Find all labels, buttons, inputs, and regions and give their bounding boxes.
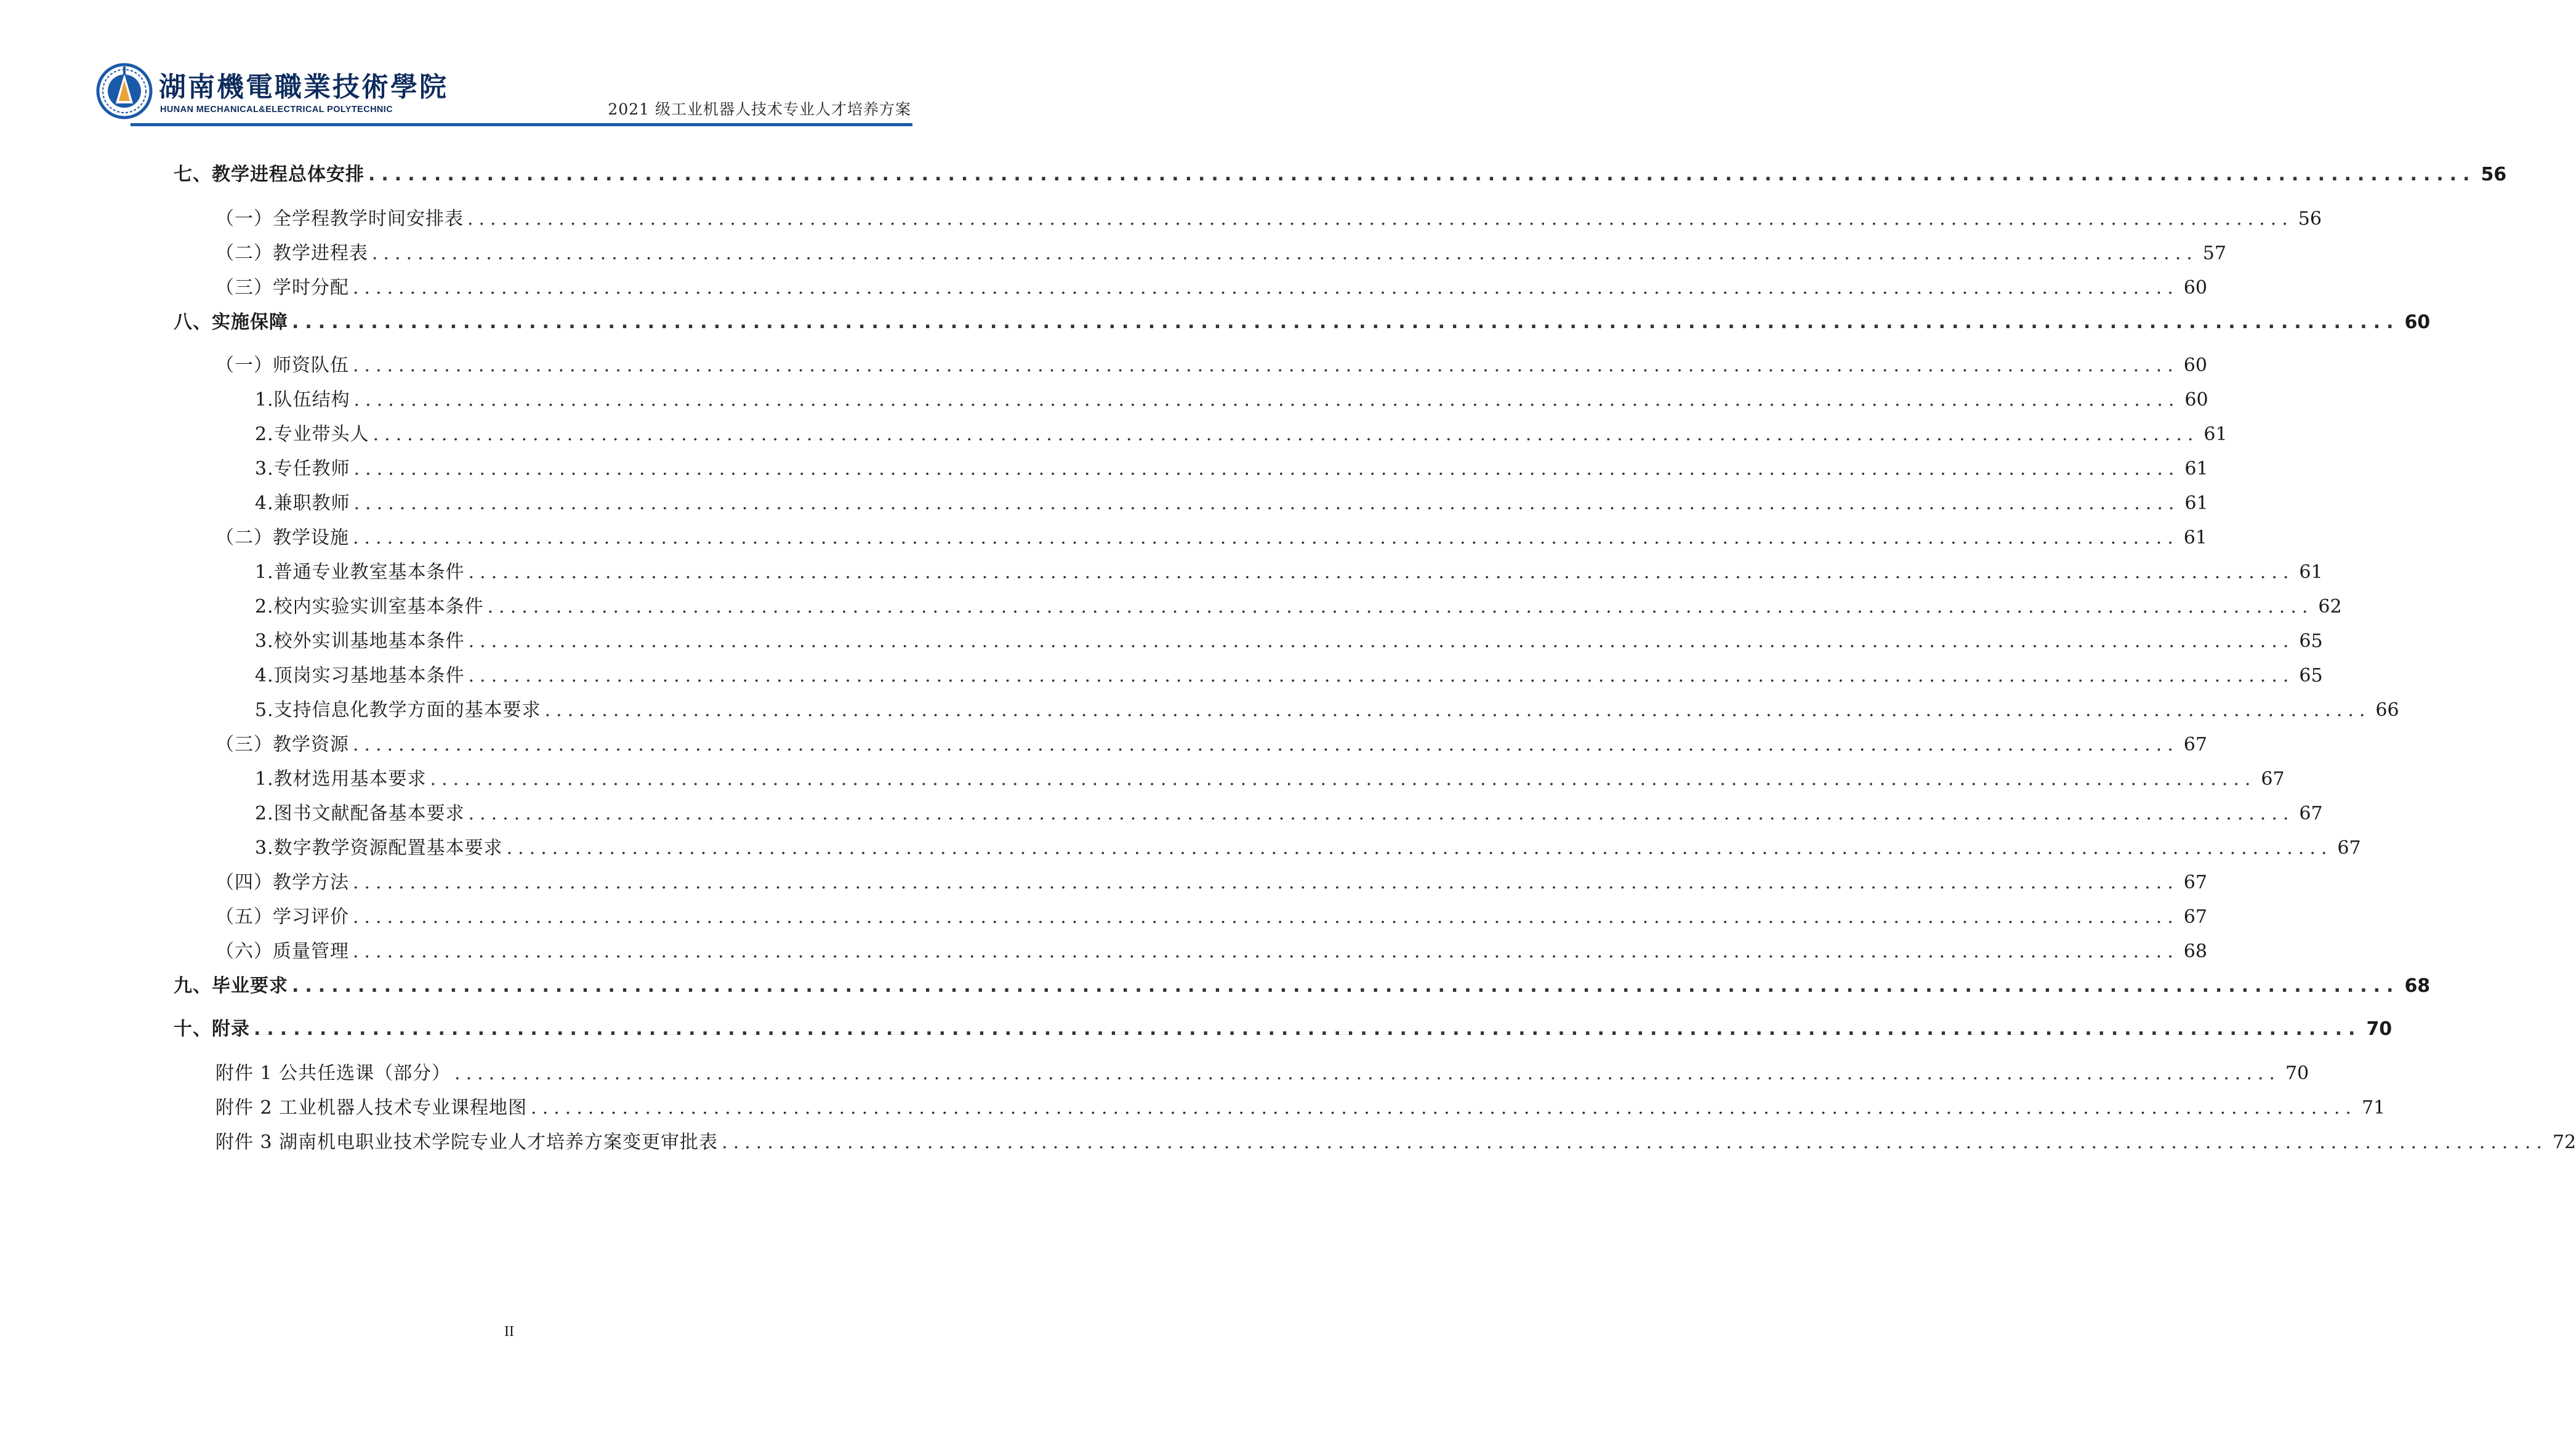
toc-entry[interactable] — [215, 1096, 2386, 1120]
toc-entry[interactable] — [215, 733, 2207, 757]
toc-entry-label: （二）教学进程表 — [215, 243, 368, 264]
school-name-cn: 湖南機電職業技術學院 — [159, 71, 448, 103]
toc-entry-page: 71 — [2361, 1097, 2386, 1119]
toc-entry-label: （一）全学程教学时间安排表 — [215, 208, 464, 230]
toc-entry-page: 70 — [2285, 1063, 2309, 1084]
toc-entry-label: 5.支持信息化教学方面的基本要求 — [255, 699, 541, 721]
toc-entry-label: 八、实施保障 — [174, 312, 288, 333]
toc-entry[interactable] — [174, 974, 2431, 999]
toc-leader: ................................................................................................................................................................ — [353, 355, 2179, 376]
toc-leader: ................................................................................................................................................................ — [487, 596, 2314, 617]
toc-leader: ................................................................................................................................................................ — [467, 208, 2293, 230]
toc-entry-page: 60 — [2184, 389, 2208, 411]
toc-entry-page: 60 — [2183, 277, 2207, 299]
toc-entry-label: 4.兼职教师 — [255, 493, 350, 514]
toc-entry-page: 60 — [2404, 312, 2431, 333]
toc-entry[interactable] — [255, 457, 2208, 481]
toc-entry-page: 67 — [2183, 906, 2207, 928]
toc-entry[interactable] — [215, 276, 2207, 300]
toc-entry-page: 68 — [2183, 941, 2207, 962]
toc-entry[interactable] — [215, 353, 2207, 378]
toc-entry-label: 3.数字教学资源配置基本要求 — [255, 837, 503, 859]
toc-entry[interactable] — [255, 560, 2323, 585]
toc-entry-label: 2.图书文献配备基本要求 — [255, 803, 465, 824]
school-name-en: HUNAN MECHANICAL&ELECTRICAL POLYTECHNIC — [160, 105, 393, 115]
toc-leader: ................................................................................................................................................................ — [468, 803, 2295, 824]
toc-entry[interactable] — [215, 1130, 2576, 1155]
toc-entry[interactable] — [174, 1017, 2393, 1042]
toc-entry[interactable] — [215, 939, 2207, 964]
toc-entry-label: 十、附录 — [174, 1018, 250, 1040]
toc-entry[interactable] — [215, 905, 2207, 930]
toc-leader: ................................................................................................................................................................ — [254, 1018, 2362, 1040]
toc-entry-label: 附件 3 湖南机电职业技术学院专业人才培养方案变更审批表 — [215, 1132, 718, 1153]
toc-leader: ................................................................................................................................................................ — [353, 872, 2179, 893]
toc-entry-page: 70 — [2366, 1018, 2393, 1040]
toc-leader: ................................................................................................................................................................ — [722, 1132, 2548, 1153]
toc-leader: ................................................................................................................................................................ — [544, 699, 2371, 721]
toc-entry-page: 67 — [2337, 837, 2361, 859]
toc-leader: ................................................................................................................................................................ — [353, 527, 2179, 549]
toc-leader: ................................................................................................................................................................ — [292, 975, 2400, 997]
toc-entry-label: （一）师资队伍 — [215, 355, 349, 376]
toc-entry[interactable] — [215, 1061, 2309, 1086]
toc-entry-page: 61 — [2184, 458, 2208, 480]
toc-entry-label: 1.教材选用基本要求 — [255, 768, 427, 790]
toc-leader: ................................................................................................................................................................ — [468, 561, 2295, 583]
toc-entry-label: 七、教学进程总体安排 — [174, 164, 364, 185]
toc-entry[interactable] — [215, 871, 2207, 895]
toc-entry-page: 60 — [2183, 355, 2207, 376]
toc-entry-label: （五）学习评价 — [215, 906, 349, 928]
toc-leader: ................................................................................................................................................................ — [353, 277, 2179, 299]
toc-entry[interactable] — [255, 767, 2285, 792]
toc-leader: ................................................................................................................................................................ — [353, 906, 2179, 928]
toc-entry-page: 67 — [2261, 768, 2285, 790]
toc-leader: ................................................................................................................................................................ — [368, 164, 2476, 185]
toc-leader: ................................................................................................................................................................ — [372, 243, 2198, 264]
toc-entry-page: 67 — [2183, 734, 2207, 755]
toc-leader: ................................................................................................................................................................ — [531, 1097, 2357, 1119]
toc-leader: ................................................................................................................................................................ — [353, 734, 2179, 755]
toc-entry-label: （四）教学方法 — [215, 872, 349, 893]
document-title: 2021 级工业机器人技术专业人才培养方案 — [608, 100, 911, 118]
toc-entry-page: 68 — [2404, 975, 2431, 997]
toc-entry-label: 1.普通专业教室基本条件 — [255, 561, 465, 583]
toc-entry[interactable] — [255, 422, 2228, 447]
toc-entry-label: 3.校外实训基地基本条件 — [255, 630, 465, 652]
toc-entry[interactable] — [215, 241, 2226, 266]
toc-entry[interactable] — [215, 207, 2322, 231]
toc-leader: ................................................................................................................................................................ — [430, 768, 2256, 790]
toc-entry-label: 1.队伍结构 — [255, 389, 350, 411]
toc-leader: ................................................................................................................................................................ — [353, 493, 2180, 514]
toc-entry-label: 2.校内实验实训室基本条件 — [255, 596, 484, 617]
toc-entry-page: 65 — [2299, 665, 2323, 686]
toc-entry-page: 62 — [2318, 596, 2342, 617]
toc-entry-page: 72 — [2552, 1132, 2576, 1153]
toc-entry-page: 56 — [2298, 208, 2322, 230]
toc-entry-label: 附件 2 工业机器人技术专业课程地图 — [215, 1097, 528, 1119]
toc-entry-page: 67 — [2299, 803, 2323, 824]
toc-entry-label: 附件 1 公共任选课（部分） — [215, 1063, 451, 1084]
toc-leader: ................................................................................................................................................................ — [353, 389, 2180, 411]
toc-entry[interactable] — [255, 595, 2342, 619]
toc-leader: ................................................................................................................................................................ — [372, 424, 2199, 445]
toc-entry-label: 2.专业带头人 — [255, 424, 369, 445]
toc-leader: ................................................................................................................................................................ — [506, 837, 2333, 859]
toc-entry-label: 3.专任教师 — [255, 458, 350, 480]
toc-entry-page: 61 — [2183, 527, 2207, 549]
toc-entry-label: 4.顶岗实习基地基本条件 — [255, 665, 465, 686]
toc-leader: ................................................................................................................................................................ — [353, 458, 2180, 480]
toc-leader: ................................................................................................................................................................ — [454, 1063, 2280, 1084]
toc-entry-page: 61 — [2184, 493, 2208, 514]
toc-entry-label: （三）教学资源 — [215, 734, 349, 755]
toc-leader: ................................................................................................................................................................ — [468, 630, 2295, 652]
toc-entry-label: （二）教学设施 — [215, 527, 349, 549]
toc-entry-page: 56 — [2481, 164, 2507, 185]
toc-leader: ................................................................................................................................................................ — [292, 312, 2400, 333]
toc-entry[interactable] — [215, 526, 2207, 550]
toc-entry-page: 67 — [2183, 872, 2207, 893]
toc-entry[interactable] — [255, 802, 2323, 826]
toc-entry-label: （三）学时分配 — [215, 277, 349, 299]
toc-leader: ................................................................................................................................................................ — [468, 665, 2295, 686]
toc-entry[interactable] — [255, 836, 2361, 861]
toc-leader: ................................................................................................................................................................ — [353, 941, 2179, 962]
toc-entry-page: 66 — [2375, 699, 2399, 721]
toc-entry-label: 九、毕业要求 — [174, 975, 288, 997]
toc-entry[interactable] — [255, 664, 2323, 688]
toc-entry-label: （六）质量管理 — [215, 941, 349, 962]
toc-entry[interactable] — [255, 491, 2208, 516]
toc-entry-page: 61 — [2204, 424, 2228, 445]
toc-entry-page: 65 — [2299, 630, 2323, 652]
page-number: II — [504, 1324, 514, 1340]
toc-entry[interactable] — [255, 388, 2208, 412]
toc-entry[interactable] — [255, 698, 2399, 723]
toc-entry-page: 61 — [2299, 561, 2323, 583]
toc-entry-page: 57 — [2202, 243, 2226, 264]
toc-entry[interactable] — [255, 629, 2323, 654]
toc-entry[interactable] — [174, 310, 2431, 335]
toc-entry[interactable] — [174, 163, 2507, 187]
